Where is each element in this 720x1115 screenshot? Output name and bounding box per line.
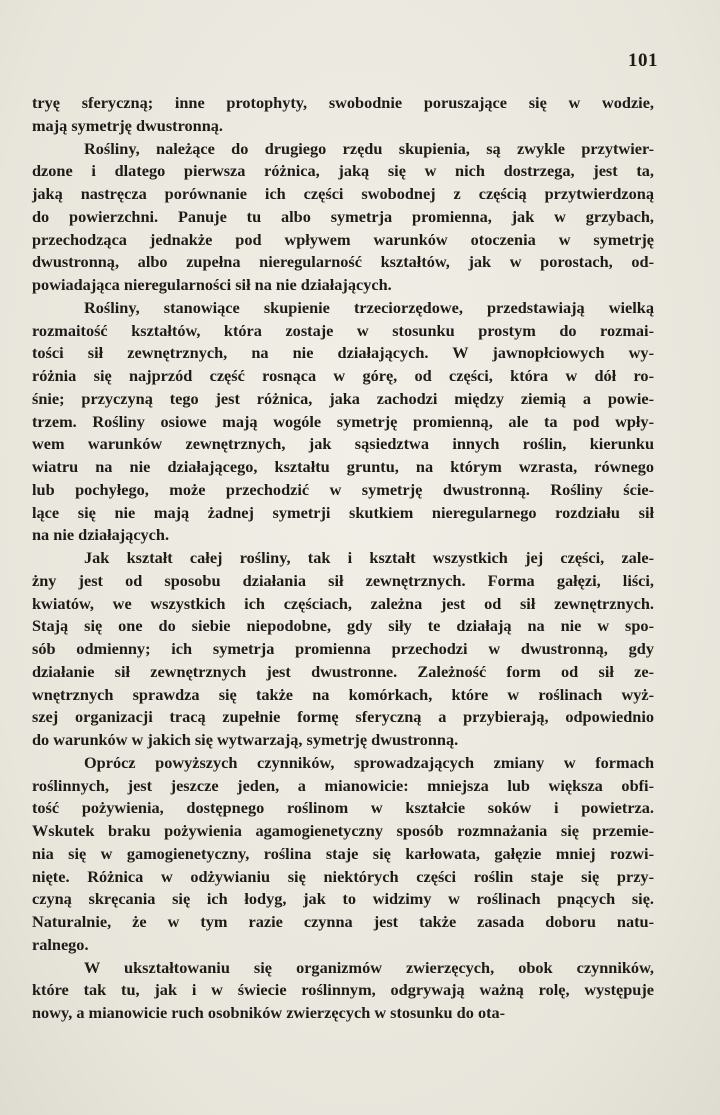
text-line: do powierzchni. Panuje tu albo symetrja promienna, jak w grzybach, <box>32 206 654 226</box>
text-line: lub pochyłego, może przechodzić w symetrję dwustronną. Rośliny ście- <box>32 479 654 499</box>
text-line: wnętrznych sprawdza się także na komórkach, które w roślinach wyż- <box>32 684 654 704</box>
text-line: powiadająca nieregularności sił na nie działających. <box>32 275 392 294</box>
paragraph <box>32 92 654 138</box>
text-line: Rośliny, należące do drugiego rzędu skupienia, są zwykle przytwier- <box>84 138 654 158</box>
text-line: nia się w gamogienetyczny, roślina staje się karłowata, gałęzie mniej rozwi- <box>32 843 654 863</box>
text-line: tryę sferyczną; inne protophyty, swobodnie poruszające się w wodzie, <box>32 93 654 112</box>
paragraph <box>32 547 654 752</box>
text-line: trzem. Rośliny osiowe mają wogóle symetrję promienną, ale ta pod wpły- <box>32 411 654 431</box>
text-line: Oprócz powyższych czynników, sprowadzających zmiany w formach <box>84 752 654 772</box>
paragraph <box>32 138 654 297</box>
text-line: na nie działających. <box>32 525 170 545</box>
text-line: roślinnych, jest jeszcze jeden, a mianowicie: mniejsza lub większa obfi- <box>32 775 654 795</box>
text-line: kwiatów, we wszystkich ich częściach, zależna jest od sił zewnętrznych. <box>32 593 654 613</box>
text-line: tości sił zewnętrznych, na nie działających. W jawnopłciowych wy- <box>32 343 654 363</box>
text-line: Rośliny, stanowiące skupienie trzeciorzędowe, przedstawiają wielką <box>84 297 654 317</box>
paragraph <box>32 297 654 547</box>
text-line: wiatru na nie działającego, kształtu gruntu, na którym wzrasta, równego <box>32 457 654 476</box>
text-line: Wskutek braku pożywienia agamogienetyczny sposób rozmnażania się przemie- <box>32 821 654 840</box>
text-line: Naturalnie, że w tym razie czynna jest także zasada doboru natu- <box>32 912 654 931</box>
text-line: działanie sił zewnętrznych jest dwustronne. Zależność form od sił ze- <box>32 661 654 681</box>
text-line: szej organizacji tracą zupełnie formę sferyczną a przybierają, odpowiednio <box>32 707 654 727</box>
text-line: przechodząca jednakże pod wpływem warunków otoczenia w symetrję <box>32 229 654 249</box>
text-line: rozmaitość kształtów, która zostaje w stosunku prostym do rozmai- <box>32 320 654 340</box>
text-line: nowy, a mianowicie ruch osobników zwierzęcych w stosunku do ota- <box>32 1003 506 1022</box>
text-line: tość pożywienia, dostępnego roślinom w kształcie soków i powietrza. <box>32 798 654 818</box>
page-number: 101 <box>628 50 658 71</box>
text-line: do warunków w jakich się wytwarzają, symetrję dwustronną. <box>32 730 459 749</box>
text-line: ralnego. <box>32 934 89 954</box>
text-line: śnie; przyczyną tego jest różnica, jaka zachodzi między ziemią a powie- <box>32 388 654 408</box>
text-line: W ukształtowaniu się organizmów zwierzęcych, obok czynników, <box>84 957 654 977</box>
text-line: sób odmienny; ich symetrja promienna przechodzi w dwustronną, gdy <box>32 639 654 658</box>
text-line: dzone i dlatego pierwsza różnica, jaką się w nich dostrzega, jest ta, <box>32 161 654 181</box>
body-text <box>32 92 654 1025</box>
text-line: mają symetrję dwustronną. <box>32 115 223 135</box>
text-line: lące się nie mają żadnej symetrji skutkiem nieregularnego rozdziału sił <box>32 502 654 522</box>
text-line: które tak tu, jak i w świecie roślinnym, odgrywają ważną rolę, występuje <box>32 980 654 1000</box>
paragraph <box>32 957 654 1025</box>
text-line: wem warunków zewnętrznych, jak sąsiedztwa innych roślin, kierunku <box>32 434 654 454</box>
paragraph <box>32 752 654 957</box>
text-line: Stają się one do siebie niepodobne, gdy siły te działają na nie w spo- <box>32 616 654 636</box>
text-line: dwustronną, albo zupełna nieregularność kształtów, jak w porostach, od- <box>32 252 654 272</box>
text-line: różnia się najprzód część rosnąca w górę, od części, która w dół ro- <box>32 366 654 385</box>
text-line: Jak kształt całej rośliny, tak i kształt wszystkich jej części, zale- <box>84 548 654 567</box>
text-line: żny jest od sposobu działania sił zewnętrznych. Forma gałęzi, liści, <box>32 570 654 590</box>
text-line: nięte. Różnica w odżywianiu się niektórych części roślin staje się przy- <box>32 866 654 886</box>
text-line: jaką nastręcza porównanie ich części swobodnej z częścią przytwierdzoną <box>32 184 654 203</box>
text-line: czyną skręcania się ich łodyg, jak to widzimy w roślinach pnących się. <box>32 889 654 909</box>
